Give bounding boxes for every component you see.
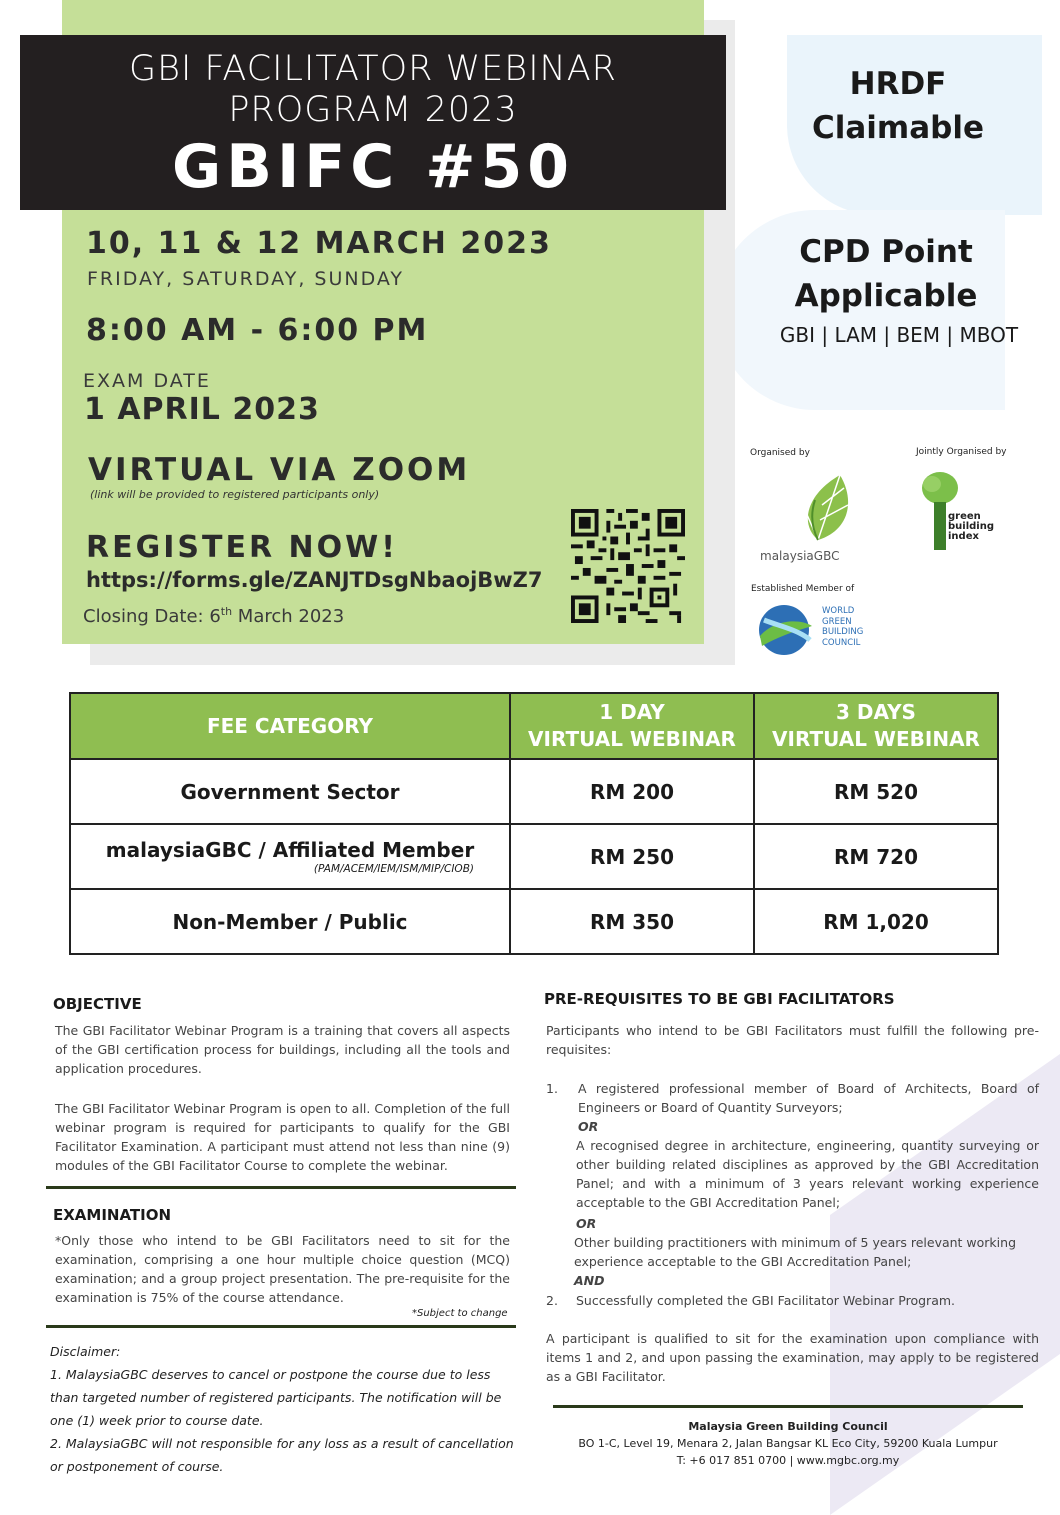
- disclaimer-line: than targeted number of registered participants. The notification will be: [50, 1390, 502, 1405]
- divider: [553, 1405, 1023, 1408]
- prerequisite-item-2: A recognised degree in architecture, engineering, quantity surveying or other building related disciplines as approved by the GBI Accreditation Panel; and with a minimum of 3 years relevant working experience acceptable to the GBI Accreditation Panel;: [576, 1138, 1039, 1210]
- disclaimer-line: one (1) week prior to course date.: [50, 1413, 264, 1428]
- qr-code[interactable]: [571, 509, 685, 623]
- fee-category-header: FEE CATEGORY: [70, 693, 510, 759]
- or-connector: OR: [576, 1216, 597, 1231]
- prerequisite-item-4: Successfully completed the GBI Facilitator Webinar Program.: [576, 1293, 956, 1308]
- one-day-header-line2: VIRTUAL WEBINAR: [528, 727, 736, 751]
- footer: [553, 1418, 1023, 1469]
- footer-address: BO 1-C, Level 19, Menara 2, Jalan Bangsar KL Eco City, 59200 Kuala Lumpur: [578, 1437, 998, 1450]
- prerequisites-intro: Participants who intend to be GBI Facilitators must fulfill the following pre-requisites:: [546, 1023, 1039, 1057]
- gbi-logo-line: index: [948, 531, 979, 542]
- prerequisites-outro: A participant is qualified to sit for the examination upon compliance with items 1 and 2, and upon passing the examination, may apply to be registered as a GBI Facilitator.: [546, 1331, 1039, 1384]
- one-day-header: [510, 693, 754, 759]
- program-code: GBIFC #50: [172, 132, 574, 202]
- wgbc-logo-text: [822, 606, 863, 648]
- fee-category-name: malaysiaGBC / Affiliated Member: [105, 838, 475, 862]
- divider: [46, 1325, 516, 1328]
- closing-date-sup: th: [220, 605, 233, 618]
- examination-heading: EXAMINATION: [53, 1206, 172, 1224]
- three-days-fee-cell: RM 720: [754, 824, 998, 889]
- disclaimer-line: or postponement of course.: [50, 1459, 224, 1474]
- wgbc-logo-line: GREEN: [822, 616, 852, 627]
- exam-date-label: EXAM DATE: [83, 370, 211, 392]
- title-banner: [20, 35, 726, 210]
- gbi-logo-line: green: [948, 511, 981, 522]
- table-row: [70, 824, 998, 889]
- table-row: [70, 889, 998, 954]
- exam-date: 1 APRIL 2023: [84, 392, 320, 427]
- objective-heading: OBJECTIVE: [53, 995, 142, 1013]
- fee-category-note: (PAM/ACEM/IEM/ISM/MIP/CIOB): [313, 863, 474, 875]
- fee-category-cell: Non-Member / Public: [70, 889, 510, 954]
- fee-table: [69, 692, 999, 955]
- three-days-header-line2: VIRTUAL WEBINAR: [772, 727, 980, 751]
- one-day-fee-cell: RM 250: [510, 824, 754, 889]
- jointly-organised-label: Jointly Organised by: [916, 447, 1007, 457]
- three-days-fee-cell: RM 1,020: [754, 889, 998, 954]
- event-time: 8:00 AM - 6:00 PM: [86, 313, 429, 348]
- wgbc-logo-line: BUILDING: [822, 627, 864, 637]
- cpd-bodies: GBI | LAM | BEM | MBOT: [779, 323, 1019, 347]
- objective-paragraph-2: The GBI Facilitator Webinar Program is open to all. Completion of the full webinar program is required for participants to qualify for the GBI Facilitator Examination. A participant must attend not less than nine (9) modules of the GBI Facilitator Course to complete the webinar.: [55, 1101, 510, 1173]
- or-connector: OR: [578, 1119, 599, 1134]
- gbi-logo-line: building: [948, 521, 994, 532]
- disclaimer-line: 1. MalaysiaGBC deserves to cancel or postpone the course due to less: [50, 1367, 491, 1382]
- one-day-fee-cell: RM 200: [510, 759, 754, 824]
- one-day-header-line1: 1 DAY: [599, 700, 665, 724]
- venue: VIRTUAL VIA ZOOM: [88, 452, 471, 488]
- organised-by-label: Organised by: [750, 448, 810, 458]
- prerequisite-item-1: A registered professional member of Board of Architects, Board of Engineers or Board of Quantity Surveyors;: [578, 1081, 1039, 1115]
- prerequisite-item-3: Other building practitioners with minimum of 5 years relevant working experience acceptable to the GBI Accreditation Panel;: [574, 1235, 1017, 1269]
- prerequisites-heading: PRE-REQUISITES TO BE GBI FACILITATORS: [544, 990, 895, 1008]
- wgbc-logo-line: WORLD: [822, 606, 855, 616]
- title-line-1: GBI FACILITATOR WEBINAR: [129, 49, 617, 89]
- cpd-badge: [770, 230, 1002, 318]
- gbi-logo-text: [948, 512, 994, 542]
- claimable-label: Claimable: [812, 110, 984, 146]
- hrdf-label: HRDF: [849, 66, 947, 102]
- event-days: FRIDAY, SATURDAY, SUNDAY: [87, 268, 404, 290]
- three-days-fee-cell: RM 520: [754, 759, 998, 824]
- disclaimer-line: 2. MalaysiaGBC will not responsible for any loss as a result of cancellation: [50, 1436, 514, 1451]
- list-number: 2.: [546, 1293, 558, 1308]
- hrdf-badge: [800, 62, 996, 150]
- closing-date-label: Closing Date: 6: [83, 606, 221, 627]
- table-row: [70, 759, 998, 824]
- wgbc-logo-line: COUNCIL: [822, 637, 861, 648]
- footer-org: Malaysia Green Building Council: [688, 1420, 888, 1433]
- cpd-label: CPD Point: [799, 234, 973, 270]
- venue-note: (link will be provided to registered participants only): [90, 488, 380, 501]
- three-days-header-line1: 3 DAYS: [836, 700, 916, 724]
- leaf-icon: [760, 470, 870, 545]
- fee-category-cell: Government Sector: [70, 759, 510, 824]
- examination-paragraph: *Only those who intend to be GBI Facilitators need to sit for the examination, comprising a one hour multiple choice question (MCQ) examination; and a group project presentation. The pre-requisite for the examination is 75% of the course attendance.: [55, 1233, 510, 1305]
- malaysia-gbc-logo-text: malaysiaGBC: [760, 549, 840, 563]
- objective-paragraph-1: The GBI Facilitator Webinar Program is a training that covers all aspects of the GBI certification process for buildings, including all the tools and application procedures.: [55, 1023, 510, 1076]
- one-day-fee-cell: RM 350: [510, 889, 754, 954]
- three-days-header: [754, 693, 998, 759]
- title-line-2: PROGRAM 2023: [228, 90, 518, 130]
- registration-link[interactable]: https://forms.gle/ZANJTDsgNbaojBwZ7: [86, 568, 543, 592]
- register-heading: REGISTER NOW!: [86, 530, 398, 565]
- and-connector: AND: [574, 1273, 605, 1288]
- closing-date-rest: March 2023: [232, 606, 345, 627]
- subject-to-change-note: *Subject to change: [412, 1308, 508, 1319]
- applicable-label: Applicable: [794, 278, 978, 314]
- globe-icon: [754, 600, 816, 660]
- qr-code-graphic: [571, 509, 685, 623]
- wgbc-logo: [754, 600, 884, 660]
- disclaimer-title: Disclaimer:: [50, 1344, 121, 1359]
- footer-contact[interactable]: T: +6 017 851 0700 | www.mgbc.org.my: [676, 1454, 900, 1467]
- gbi-logo: [920, 470, 1000, 555]
- disclaimer: [50, 1340, 514, 1478]
- closing-date: [83, 605, 344, 627]
- list-number: 1.: [546, 1081, 558, 1096]
- malaysia-gbc-logo: [760, 470, 870, 565]
- event-dates: 10, 11 & 12 MARCH 2023: [86, 226, 552, 261]
- fee-category-cell: [70, 824, 510, 889]
- fee-table-header: [70, 693, 998, 759]
- divider: [46, 1186, 516, 1189]
- established-member-label: Established Member of: [751, 584, 855, 594]
